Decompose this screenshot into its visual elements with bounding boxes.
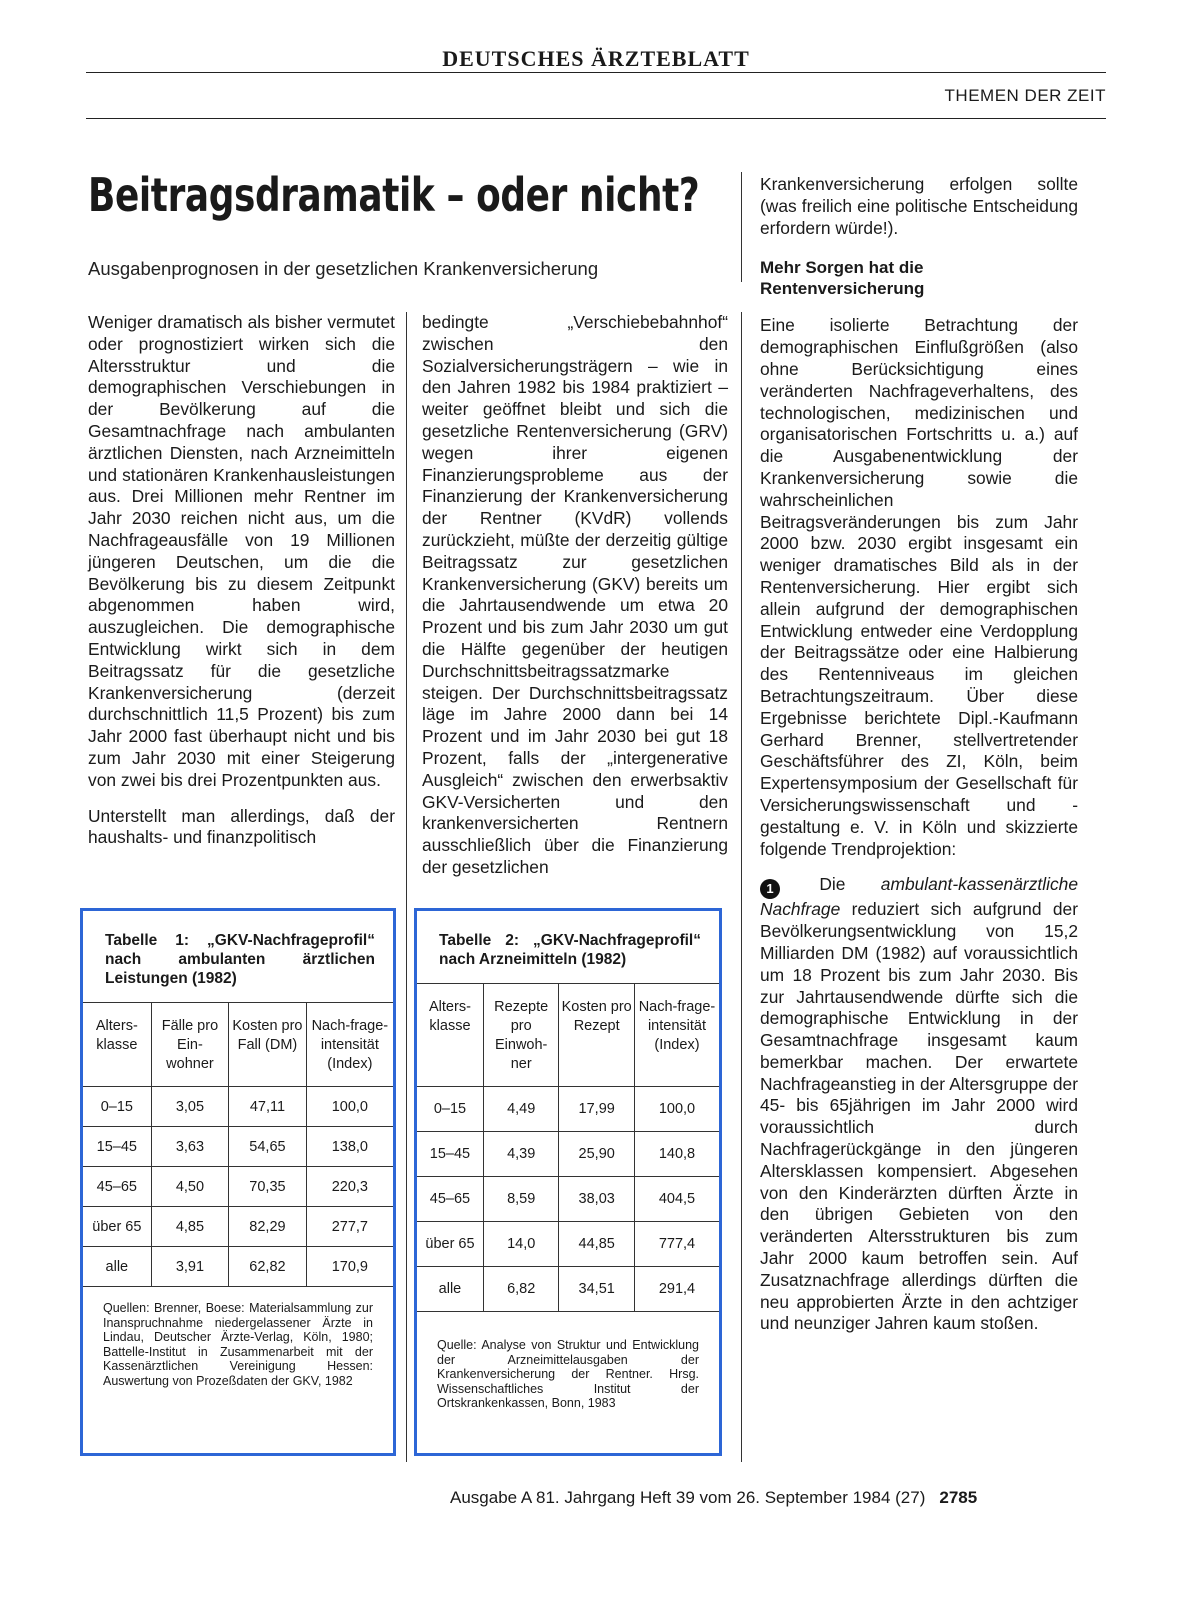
table-cell: 4,49 (483, 1087, 559, 1132)
article-column-1 (88, 312, 395, 863)
table-cell: 82,29 (229, 1207, 307, 1247)
section-label: THEMEN DER ZEIT (944, 86, 1106, 105)
table-row (417, 1177, 719, 1222)
table-cell: 3,91 (151, 1247, 229, 1287)
paragraph: Eine isolierte Betrachtung der demographischen Einflußgrößen (also ohne Berücksichtigung eines veränderten Nachfrageverhaltens, des technologischen, medizinischen und organisatorischen Fortschritts u. a.) auf die Ausgabenentwicklung der Krankenversicherung sowie die wahrscheinlichen Beitragsveränderungen bis zum Jahr 2000 bzw. 2030 ergibt insgesamt ein weniger dramatisches Bild als in der Rentenversicherung. Hier ergibt sich allein aufgrund der demographischen Entwicklung entweder eine Verdopplung der Beitragssätze oder eine Halbierung des Rentenniveaus im gleichen Betrachtungszeitraum. Über diese Ergebnisse berichtete Dipl.-Kaufmann Gerhard Brenner, stellvertretender Geschäftsführer des ZI, Köln, beim Expertensymposium der Gesellschaft für Versicherungswissenschaft und -gestaltung e. V. in Köln und skizzierte folgende Trendprojektion: (760, 315, 1078, 859)
table-cell: 0–15 (417, 1087, 483, 1132)
article-column-2 (422, 312, 728, 893)
column-divider-top (741, 172, 742, 282)
section-rule (86, 118, 1106, 119)
column-header: Kosten pro Rezept (559, 984, 635, 1087)
table-header-row (417, 984, 719, 1087)
table-source: Quelle: Analyse von Struktur und Entwicklung der Arzneimittelausgaben der Krankenversicherung der Rentner. Hrsg. Wissenschaftliches Institut der Ortskrankenkassen, Bonn, 1983 (437, 1338, 699, 1410)
table-cell: 140,8 (634, 1132, 719, 1177)
table-cell: 777,4 (634, 1222, 719, 1267)
table-cell: 4,85 (151, 1207, 229, 1247)
table-cell: 3,05 (151, 1087, 229, 1127)
table-row (417, 1267, 719, 1312)
table-row (83, 1127, 393, 1167)
table-1-box (80, 908, 396, 1456)
paragraph: 1 Die ambulant-kassenärztliche Nachfrage reduziert sich aufgrund der Bevölkerungsentwicklung von 15,2 Milliarden DM (1982) auf voraussichtlich um 18 Prozent bis zum Jahr 2030. Bis zur Jahrtausendwende dürfte sich die demographische Entwicklung in der Gesamtnachfrage insgesamt kaum bemerkbar machen. Der erwartete Nachfrageanstieg in der Altersgruppe der 45- bis 65jährigen im Jahr 2000 wird voraussichtlich durch Nachfragerückgänge in den jüngeren Altersklassen kompensiert. Abgesehen von den Kinderärzten dürften Ärzte in den übrigen Gebieten von den veränderten Altersstrukturen bis zum Jahr 2000 kaum betroffen sein. Auf Zusatznachfrage allerdings dürften die neu approbierten Ärzte in den achtziger und neunziger Jahren kaum stoßen. (760, 874, 1078, 1334)
column-header: Alters-klasse (417, 984, 483, 1087)
table-row (417, 1222, 719, 1267)
article-title: Beitragsdramatik – oder nicht? (88, 168, 700, 222)
table-cell: 4,39 (483, 1132, 559, 1177)
table-cell: 45–65 (417, 1177, 483, 1222)
table-cell: 45–65 (83, 1167, 151, 1207)
page-footer (450, 1488, 977, 1508)
table-cell: 100,0 (306, 1087, 393, 1127)
table-row (417, 1132, 719, 1177)
table-2-box (414, 908, 722, 1456)
table-cell: 15–45 (83, 1127, 151, 1167)
table-row (83, 1087, 393, 1127)
table-cell: 6,82 (483, 1267, 559, 1312)
table-cell: 44,85 (559, 1222, 635, 1267)
table-row (83, 1247, 393, 1287)
table-cell: über 65 (417, 1222, 483, 1267)
table-cell: 0–15 (83, 1087, 151, 1127)
table-cell: 70,35 (229, 1167, 307, 1207)
table-cell: 404,5 (634, 1177, 719, 1222)
column-header: Alters-klasse (83, 1003, 151, 1087)
table-cell: 34,51 (559, 1267, 635, 1312)
table-1 (83, 1002, 393, 1287)
table-cell: 220,3 (306, 1167, 393, 1207)
table-cell: alle (417, 1267, 483, 1312)
table-2 (417, 983, 719, 1312)
table-cell: alle (83, 1247, 151, 1287)
masthead-rule (86, 72, 1106, 73)
paragraph: Weniger dramatisch als bisher vermutet oder prognostiziert wirken sich die Altersstruktur und die demographischen Verschiebungen in der Bevölkerung auf die Gesamtnachfrage nach ambulanten ärztlichen Diensten, nach Arzneimitteln und stationären Krankenhausleistungen aus. Drei Millionen mehr Rentner im Jahr 2030 reichen nicht aus, um die Nachfrageausfälle von 19 Millionen jüngeren Deutschen, um die die Bevölkerung bis zu diesem Zeitpunkt abgenommen haben wird, auszugleichen. Die demographische Entwicklung wirkt sich in dem Beitragssatz für die gesetzliche Krankenversicherung (derzeit durchschnittlich 11,5 Prozent) bis zum Jahr 2000 fast überhaupt nicht und bis zum Jahr 2030 mit einer Steigerung von zwei bis drei Prozentpunkten aus. (88, 312, 395, 790)
table-title: Tabelle 1: „GKV-Nachfrageprofil“ nach ambulanten ärztlichen Leistungen (1982) (105, 932, 375, 987)
table-row (83, 1207, 393, 1247)
table-cell: 25,90 (559, 1132, 635, 1177)
table-cell: 14,0 (483, 1222, 559, 1267)
masthead: DEUTSCHES ÄRZTEBLATT (442, 46, 750, 71)
article-subtitle: Ausgabenprognosen in der gesetzlichen Krankenversicherung (88, 258, 599, 279)
issue-info: Ausgabe A 81. Jahrgang Heft 39 vom 26. September 1984 (27) (450, 1488, 926, 1507)
table-cell: 54,65 (229, 1127, 307, 1167)
table-row (417, 1087, 719, 1132)
article-column-3 (760, 174, 1078, 1349)
table-header-row (83, 1003, 393, 1087)
paragraph: Krankenversicherung erfolgen sollte (was freilich eine politische Entscheidung erfordern würde!). (760, 174, 1078, 238)
table-cell: 47,11 (229, 1087, 307, 1127)
column-header: Nach-frage-intensität (Index) (634, 984, 719, 1087)
column-divider-left (406, 312, 407, 1462)
page-number: 2785 (939, 1488, 978, 1507)
column-divider-right (741, 312, 742, 1462)
table-row (83, 1167, 393, 1207)
section-heading: Mehr Sorgen hat die Rentenversicherung (760, 258, 925, 299)
table-cell: 17,99 (559, 1087, 635, 1132)
table-cell: 100,0 (634, 1087, 719, 1132)
table-cell: 4,50 (151, 1167, 229, 1207)
column-header: Kosten pro Fall (DM) (229, 1003, 307, 1087)
table-cell: 62,82 (229, 1247, 307, 1287)
column-header: Fälle pro Ein-wohner (151, 1003, 229, 1087)
table-cell: 3,63 (151, 1127, 229, 1167)
table-cell: 170,9 (306, 1247, 393, 1287)
paragraph: bedingte „Verschiebebahnhof“ zwischen den Sozialversicherungsträgern – wie in den Jahren 1982 bis 1984 praktiziert – weiter geöffnet bleibt und sich die gesetzliche Rentenversicherung (GRV) wegen ihrer eigenen Finanzierungsprobleme aus der Finanzierung der Krankenversicherung der Rentner (KVdR) vollends zurückzieht, müßte der derzeitig gültige Beitragssatz zur gesetzlichen Krankenversicherung (GKV) bereits um die Jahrtausendwende um etwa 20 Prozent und bis zum Jahr 2030 um gut die Hälfte gegenüber der heutigen Durchschnittsbeitragssatzmarke steigen. Der Durchschnittsbeitragssatz läge im Jahre 2000 dann bei 14 Prozent und im Jahr 2030 bei gut 18 Prozent, falls der „intergenerative Ausgleich“ zwischen den erwerbsaktiv GKV-Versicherten und den krankenversicherten Rentnern ausschließlich über die Finanzierung der gesetzlichen (422, 312, 728, 877)
table-cell: 138,0 (306, 1127, 393, 1167)
table-cell: 8,59 (483, 1177, 559, 1222)
column-header: Nach-frage-intensität (Index) (306, 1003, 393, 1087)
table-cell: 277,7 (306, 1207, 393, 1247)
table-cell: 291,4 (634, 1267, 719, 1312)
paragraph: Unterstellt man allerdings, daß der haushalts- und finanzpolitisch (88, 805, 395, 848)
table-cell: über 65 (83, 1207, 151, 1247)
table-cell: 38,03 (559, 1177, 635, 1222)
table-title: Tabelle 2: „GKV-Nachfrageprofil“ nach Arzneimitteln (1982) (439, 932, 701, 968)
table-cell: 15–45 (417, 1132, 483, 1177)
numbered-bullet-icon: 1 (760, 879, 780, 899)
table-source: Quellen: Brenner, Boese: Materialsammlung zur Inanspruchnahme niedergelassener Ärzte in Lindau, Deutscher Ärzte-Verlag, Köln, 1980; Battelle-Institut in Zusammenarbeit mit der Kassenärztlichen Vereinigung Hessen: Auswertung von Prozeßdaten der GKV, 1982 (103, 1301, 373, 1388)
column-header: Rezepte pro Einwoh-ner (483, 984, 559, 1087)
